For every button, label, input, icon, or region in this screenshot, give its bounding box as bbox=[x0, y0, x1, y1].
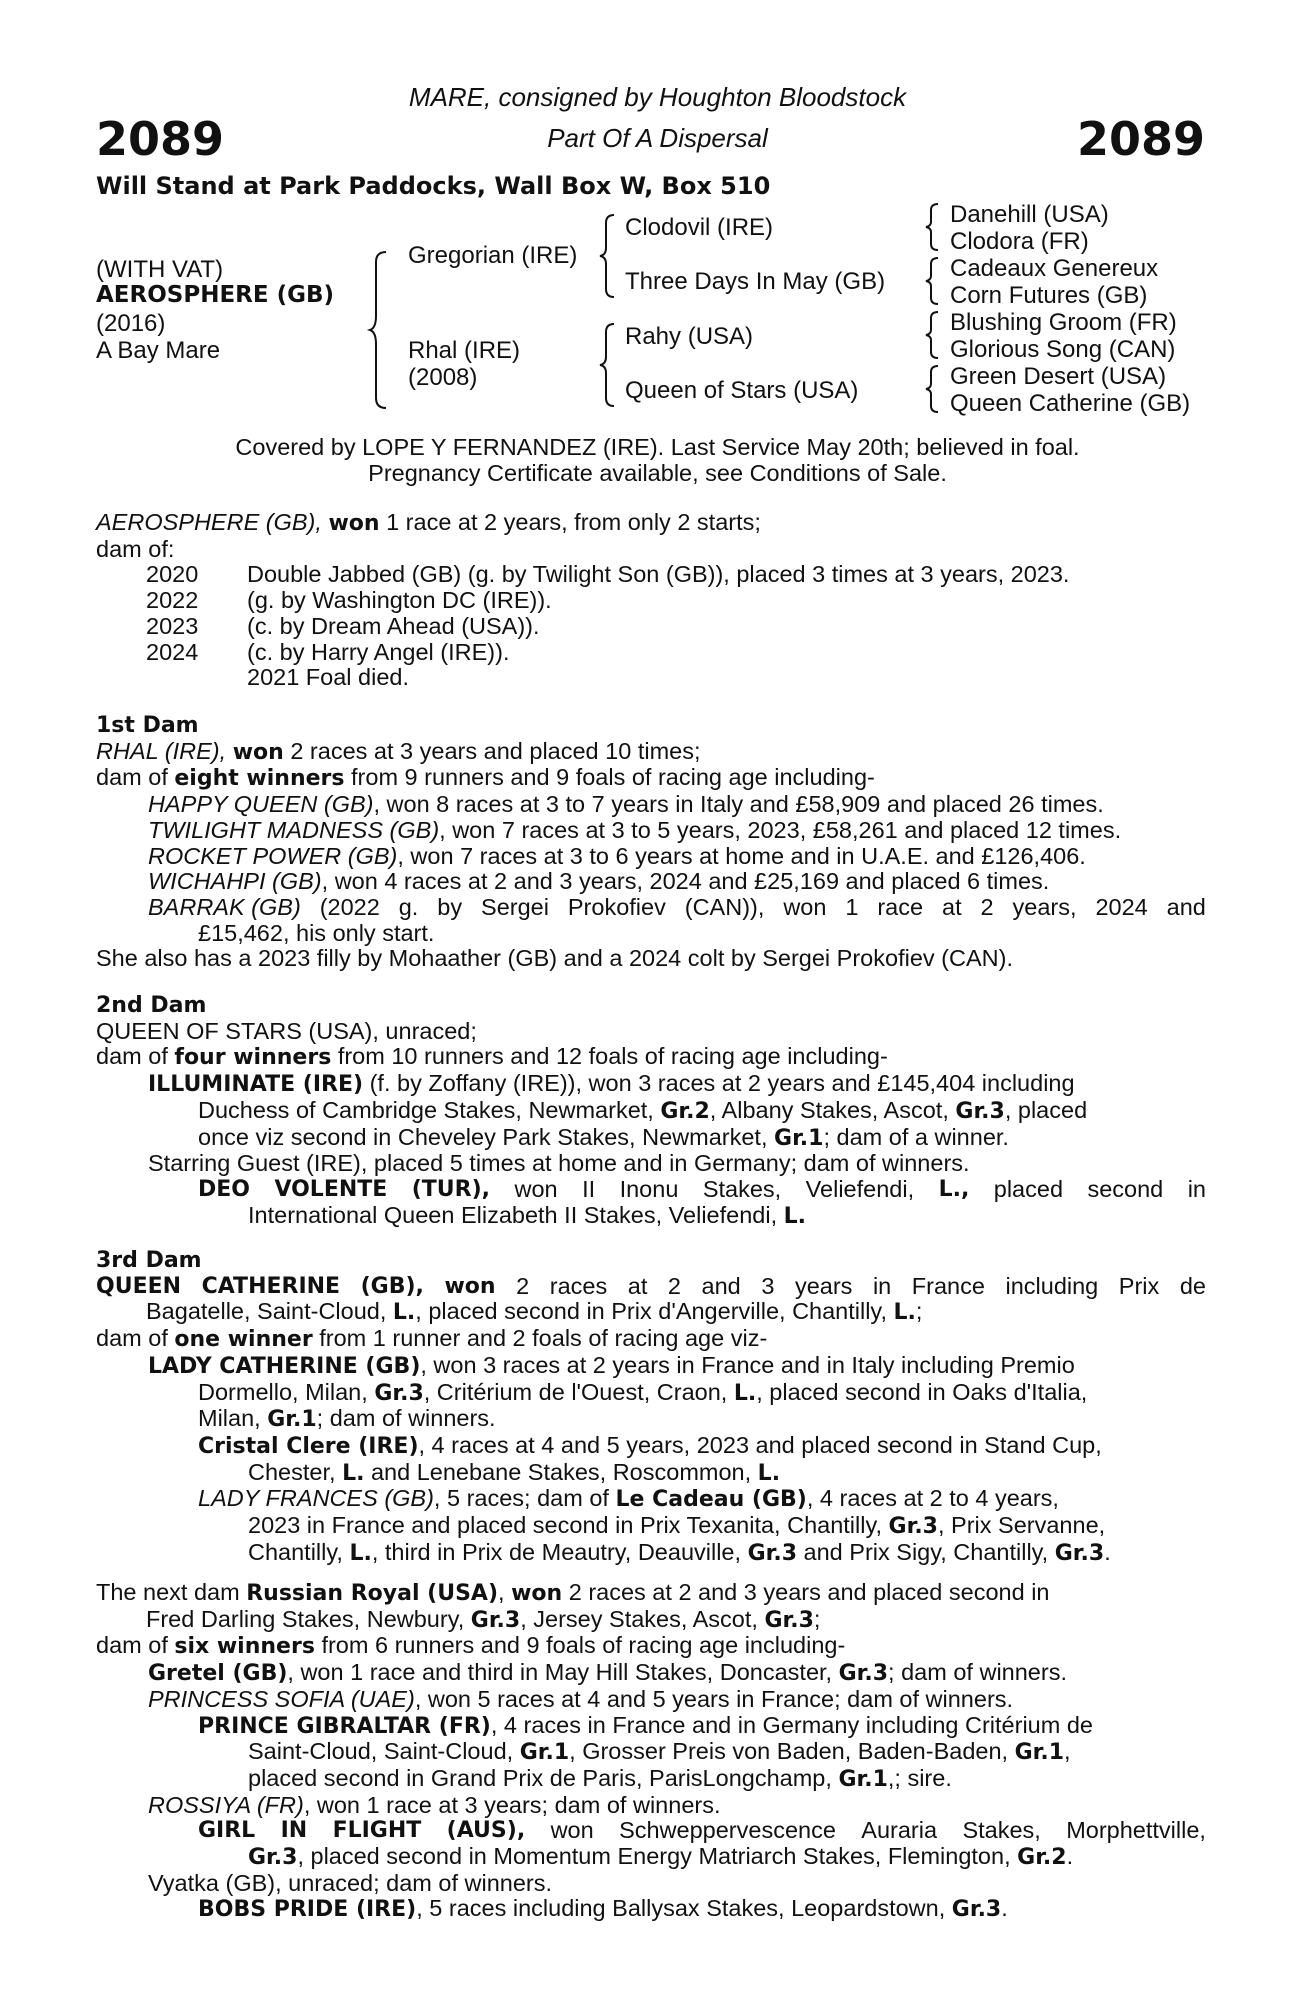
dam-sire-dam: Glorious Song (CAN) bbox=[950, 336, 1176, 363]
intro-rest: 1 race at 2 years, from only 2 starts; bbox=[386, 509, 761, 535]
second-dam-heading: 2nd Dam bbox=[96, 993, 207, 1018]
foal-row: 2023 (c. by Dream Ahead (USA)). bbox=[146, 612, 540, 639]
also-line: She also has a 2023 filly by Mohaather (GB) and a 2024 colt by Sergei Prokofiev (CAN). bbox=[96, 945, 1013, 972]
brace-dam bbox=[598, 322, 618, 408]
foal-row: 2022 (g. by Washington DC (IRE)). bbox=[146, 587, 552, 614]
horse-name: AEROSPHERE (GB) bbox=[96, 282, 335, 308]
sire-sire-sire: Danehill (USA) bbox=[950, 201, 1109, 228]
foal-row: 2020 Double Jabbed (GB) (g. by Twilight Son (GB)), placed 3 times at 3 years, 2023. bbox=[146, 561, 1070, 588]
lot-number-left: 2089 bbox=[96, 112, 225, 166]
intro-won: won bbox=[328, 511, 380, 536]
first-dam-section: 1st Dam RHAL (IRE), won 2 races at 3 years and placed 10 times; dam of eight winners from 9 runners and 9 foals of racing age including- HAPPY QUEEN (GB), won 8 races at 3 to 7 years in Italy and £58,909 and placed 26 times. TWILIGHT MADNESS (GB), won 7 races at 3 to 5 years, 2023, £58,261 and placed 12 times. ROCKET POWER (GB), won 7 races at 3 to 6 years at home and in U.A.E. and £126,406. WICHAHPI (GB), won 4 races at 2 and 3 years, 2024 and £25,169 and placed 6 times. BARRAK (GB) (2022 g. by Sergei Prokofiev (CAN)), won 1 race at 2 years, 2024 and £15,462, his only start. She also has a 2023 filly by Mohaather (GB) and a 2024 colt by Sergei Prokofiev (CAN). bbox=[96, 713, 1206, 972]
vat-note: (WITH VAT) bbox=[96, 256, 224, 283]
sire-sire: Clodovil (IRE) bbox=[625, 214, 774, 241]
first-dam-heading: 1st Dam bbox=[96, 713, 199, 738]
pregnancy-line: Pregnancy Certificate available, see Conditions of Sale. bbox=[368, 460, 947, 486]
sire-dam-sire: Cadeaux Genereux bbox=[950, 255, 1159, 282]
sire-sire-dam: Clodora (FR) bbox=[950, 228, 1089, 255]
intro-damof: dam of: bbox=[96, 535, 175, 562]
third-dam-section: 3rd Dam QUEEN CATHERINE (GB), won 2 races at 2 and 3 years in France including Prix de Bagatelle, Saint-Cloud, L., placed second in Prix d'Angerville, Chantilly, L.; dam of one winner from 1 runner and 2 foals of racing age viz- LADY CATHERINE (GB), won 3 races at 2 years in France and in Italy including Premio Dormello, Milan, Gr.3, Critérium de l'Ouest, Craon, L., placed second in Oaks d'Italia, Milan, Gr.1; dam of winners. Cristal Clere (IRE), 4 races at 4 and 5 years, 2023 and placed second in Stand Cup, Chester, L. and Lenebane Stakes, Roscommon, L. LADY FRANCES (GB), 5 races; dam of Le Cadeau (GB), 4 races at 2 to 4 years, 2023 in France and placed second in Prix Texanita, Chantilly, Gr.3, Prix Servanne, Chantilly, L., third in Prix de Meautry, Deauville, Gr.3 and Prix Sigy, Chantilly, Gr.3. bbox=[96, 1248, 1206, 1566]
dam-sire: Rahy (USA) bbox=[625, 323, 754, 350]
dam-sire-sire: Blushing Groom (FR) bbox=[950, 309, 1177, 336]
pedigree-brace-main bbox=[368, 250, 392, 410]
dam-year: (2008) bbox=[408, 364, 478, 391]
sire-dam: Three Days In May (GB) bbox=[625, 268, 886, 295]
dam-dam-sire: Green Desert (USA) bbox=[950, 363, 1167, 390]
next-dam-section: The next dam Russian Royal (USA), won 2 races at 2 and 3 years and placed second in Fred Darling Stakes, Newbury, Gr.3, Jersey Stakes, Ascot, Gr.3; dam of six winners from 6 runners and 9 foals of racing age including- Gretel (GB), won 1 race and third in May Hill Stakes, Doncaster, Gr.3; dam of winners. PRINCESS SOFIA (UAE), won 5 races at 4 and 5 years in France; dam of winners. PRINCE GIBRALTAR (FR), 4 races in France and in Germany including Critérium de Saint-Cloud, Saint-Cloud, Gr.1, Grosser Preis von Baden, Baden-Baden, Gr.1, placed second in Grand Prix de Paris, ParisLongchamp, Gr.1,; sire. ROSSIYA (FR), won 1 race at 3 years; dam of winners. GIRL IN FLIGHT (AUS), won Schweppervescence Auraria Stakes, Morphettville, Gr.3, placed second in Momentum Energy Matriarch Stakes, Flemington, Gr.2. Vyatka (GB), unraced; dam of winners. BOBS PRIDE (IRE), 5 races including Ballysax Stakes, Leopardstown, Gr.3. bbox=[96, 1579, 1206, 1923]
stand-location: Will Stand at Park Paddocks, Wall Box W, Box 510 bbox=[96, 172, 771, 200]
queen-catherine-line: QUEEN CATHERINE (GB), won 2 races at 2 and 3 years in France including Prix de bbox=[96, 1272, 1206, 1299]
brace-dd bbox=[924, 364, 944, 414]
deo-volente-line: DEO VOLENTE (TUR), won II Inonu Stakes, Veliefendi, L., placed second in bbox=[198, 1175, 1206, 1202]
dam-dam: Queen of Stars (USA) bbox=[625, 377, 859, 404]
foal-row: 2021 Foal died. bbox=[247, 664, 410, 691]
second-dam-section: 2nd Dam QUEEN OF STARS (USA), unraced; dam of four winners from 10 runners and 12 foals of racing age including- ILLUMINATE (IRE) (f. by Zoffany (IRE)), won 3 races at 2 years and £145,404 including Duchess of Cambridge Stakes, Newmarket, Gr.2, Albany Stakes, Ascot, Gr.3, placed once viz second in Cheveley Park Stakes, Newmarket, Gr.1; dam of a winner. Starring Guest (IRE), placed 5 times at home and in Germany; dam of winners. DEO VOLENTE (TUR), won II Inonu Stakes, Veliefendi, L., placed second in International Queen Elizabeth II Stakes, Veliefendi, L. bbox=[96, 993, 1206, 1229]
dam: Rhal (IRE) bbox=[408, 337, 521, 364]
sire-dam-dam: Corn Futures (GB) bbox=[950, 282, 1148, 309]
brace-sire bbox=[598, 213, 618, 299]
consignor-line: MARE, consigned by Houghton Bloodstock bbox=[408, 82, 907, 112]
brace-ss bbox=[924, 202, 944, 252]
intro-name: AEROSPHERE (GB), bbox=[96, 509, 322, 535]
sire: Gregorian (IRE) bbox=[408, 242, 578, 269]
intro-section bbox=[96, 510, 1206, 691]
covered-line: Covered by LOPE Y FERNANDEZ (IRE). Last Service May 20th; believed in foal. bbox=[235, 434, 1080, 460]
lot-number-right: 2089 bbox=[1076, 112, 1205, 166]
girl-in-flight-line: GIRL IN FLIGHT (AUS), won Schweppervescence Auraria Stakes, Morphettville, bbox=[198, 1817, 1206, 1844]
brace-sd bbox=[924, 256, 944, 306]
horse-year: (2016) bbox=[96, 310, 166, 337]
barrak-line: BARRAK (GB) (2022 g. by Sergei Prokofiev (CAN)), won 1 race at 2 years, 2024 and bbox=[148, 893, 1206, 920]
horse-description: A Bay Mare bbox=[96, 337, 221, 364]
brace-ds bbox=[924, 310, 944, 360]
foal-row: 2024 (c. by Harry Angel (IRE)). bbox=[146, 638, 510, 665]
dispersal-line: Part Of A Dispersal bbox=[547, 123, 768, 153]
dam-dam-dam: Queen Catherine (GB) bbox=[950, 390, 1191, 417]
third-dam-heading: 3rd Dam bbox=[96, 1248, 202, 1273]
